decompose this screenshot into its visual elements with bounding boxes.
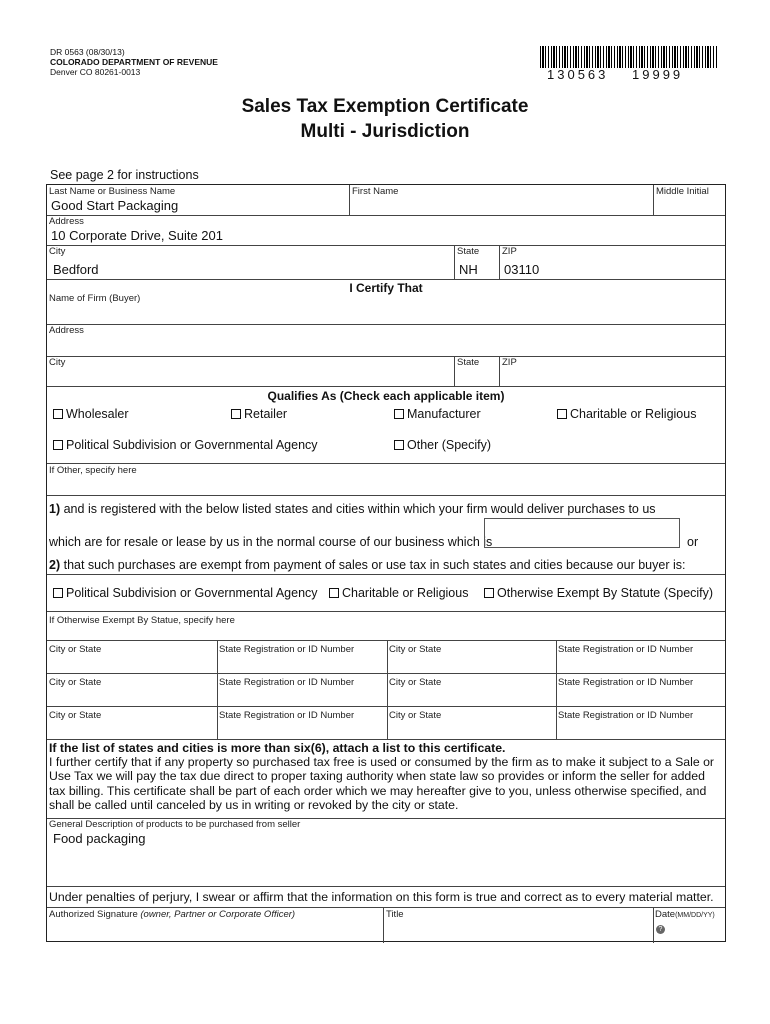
city-state-label: City or State (389, 644, 442, 655)
seller-city-label: City (49, 246, 66, 257)
manufacturer-checkbox[interactable] (394, 409, 404, 419)
first-name-label: First Name (352, 186, 399, 197)
political-checkbox[interactable] (53, 440, 63, 450)
statute-specify-label: If Otherwise Exempt By Statue, specify here (49, 615, 235, 626)
seller-address-field[interactable]: 10 Corporate Drive, Suite 201 (51, 228, 223, 243)
form-number: DR 0563 (08/30/13) (50, 47, 125, 57)
registration-statement-business: which are for resale or lease by us in the normal course of our business which is (49, 535, 493, 549)
charitable-checkbox[interactable] (557, 409, 567, 419)
charitable-option[interactable]: Charitable or Religious (557, 407, 696, 421)
certification-paragraph: If the list of states and cities is more than six(6), attach a list to this certificate. I further certify that if any property so purchased tax free is used or consumed by the firm as to make it subject to a Sale or Use Tax we will pay the tax due direct to proper taxing authority when state law so provides or inform the seller for added tax billing. This certificate shall be part of each order which we may hereafter give to you, unless otherwise specified, and shall be called until canceled by us in writing or revoked by the city or state. (49, 741, 723, 812)
department-name: COLORADO DEPARTMENT OF REVENUE (50, 57, 218, 67)
reg-id-label: State Registration or ID Number (219, 710, 355, 721)
perjury-statement: Under penalties of perjury, I swear or affirm that the information on this form is true and correct as to every material matter. (49, 890, 714, 904)
help-icon[interactable]: ? (656, 925, 665, 934)
seller-zip-field[interactable]: 03110 (504, 262, 540, 277)
registration-statement-2: 2) that such purchases are exempt from payment of sales or use tax in such states and cities because our buyer is: (49, 558, 686, 572)
buyer-city-label: City (49, 357, 66, 368)
date-label: Date(MM/DD/YY) (655, 909, 715, 920)
title-label: Title (386, 909, 404, 920)
seller-address-label: Address (49, 216, 84, 227)
buyer-statute-option[interactable]: Otherwise Exempt By Statute (Specify) (484, 586, 713, 600)
city-state-label: City or State (49, 710, 102, 721)
other-specify-label: If Other, specify here (49, 465, 137, 476)
reg-id-label: State Registration or ID Number (219, 677, 355, 688)
products-field[interactable]: Food packaging (53, 831, 146, 846)
instructions-note: See page 2 for instructions (50, 168, 199, 182)
last-name-label: Last Name or Business Name (49, 186, 176, 197)
certify-heading: I Certify That (349, 281, 423, 295)
seller-city-field[interactable]: Bedford (53, 262, 99, 277)
form-frame (46, 184, 726, 942)
seller-zip-label: ZIP (502, 246, 517, 257)
city-state-label: City or State (389, 710, 442, 721)
registration-statement-1: 1) and is registered with the below listed states and cities within which your firm would deliver purchases to us (49, 502, 656, 516)
other-checkbox[interactable] (394, 440, 404, 450)
barcode-number-left: 130563 (547, 67, 609, 82)
middle-initial-label: Middle Initial (656, 186, 709, 197)
buyer-state-label: State (457, 357, 480, 368)
form-title: Sales Tax Exemption Certificate (241, 96, 529, 117)
reg-id-label: State Registration or ID Number (558, 677, 694, 688)
buyer-charitable-checkbox[interactable] (329, 588, 339, 598)
buyer-statute-checkbox[interactable] (484, 588, 494, 598)
city-state-label: City or State (389, 677, 442, 688)
products-label: General Description of products to be purchased from seller (49, 819, 301, 830)
buyer-political-checkbox[interactable] (53, 588, 63, 598)
form-subtitle: Multi - Jurisdiction (300, 121, 470, 142)
buyer-charitable-option[interactable]: Charitable or Religious (329, 586, 468, 600)
manufacturer-option[interactable]: Manufacturer (394, 407, 481, 421)
other-option[interactable]: Other (Specify) (394, 438, 491, 452)
political-option[interactable]: Political Subdivision or Governmental Agency (53, 438, 318, 452)
buyer-zip-label: ZIP (502, 357, 517, 368)
reg-id-label: State Registration or ID Number (558, 710, 694, 721)
seller-state-label: State (457, 246, 480, 257)
business-type-field[interactable] (484, 518, 680, 548)
wholesaler-checkbox[interactable] (53, 409, 63, 419)
city-state-label: City or State (49, 644, 102, 655)
last-name-field[interactable]: Good Start Packaging (51, 198, 179, 213)
firm-name-label: Name of Firm (Buyer) (49, 293, 141, 304)
buyer-address-label: Address (49, 325, 84, 336)
city-state-label: City or State (49, 677, 102, 688)
qualifies-heading: Qualifies As (Check each applicable item) (267, 389, 505, 403)
department-address: Denver CO 80261-0013 (50, 67, 141, 77)
signature-field[interactable] (47, 921, 383, 941)
or-text: or (687, 535, 699, 549)
barcode (540, 46, 718, 68)
reg-id-label: State Registration or ID Number (219, 644, 355, 655)
wholesaler-option[interactable]: Wholesaler (53, 407, 129, 421)
reg-id-label: State Registration or ID Number (558, 644, 694, 655)
buyer-political-option[interactable]: Political Subdivision or Governmental Agency (53, 586, 318, 600)
attach-list-note: If the list of states and cities is more than six(6), attach a list to this certificate. (49, 741, 506, 755)
seller-state-field[interactable]: NH (459, 262, 478, 277)
retailer-checkbox[interactable] (231, 409, 241, 419)
barcode-number-right: 19999 (632, 67, 684, 82)
signature-label: Authorized Signature (owner, Partner or Corporate Officer) (49, 909, 296, 920)
retailer-option[interactable]: Retailer (231, 407, 287, 421)
